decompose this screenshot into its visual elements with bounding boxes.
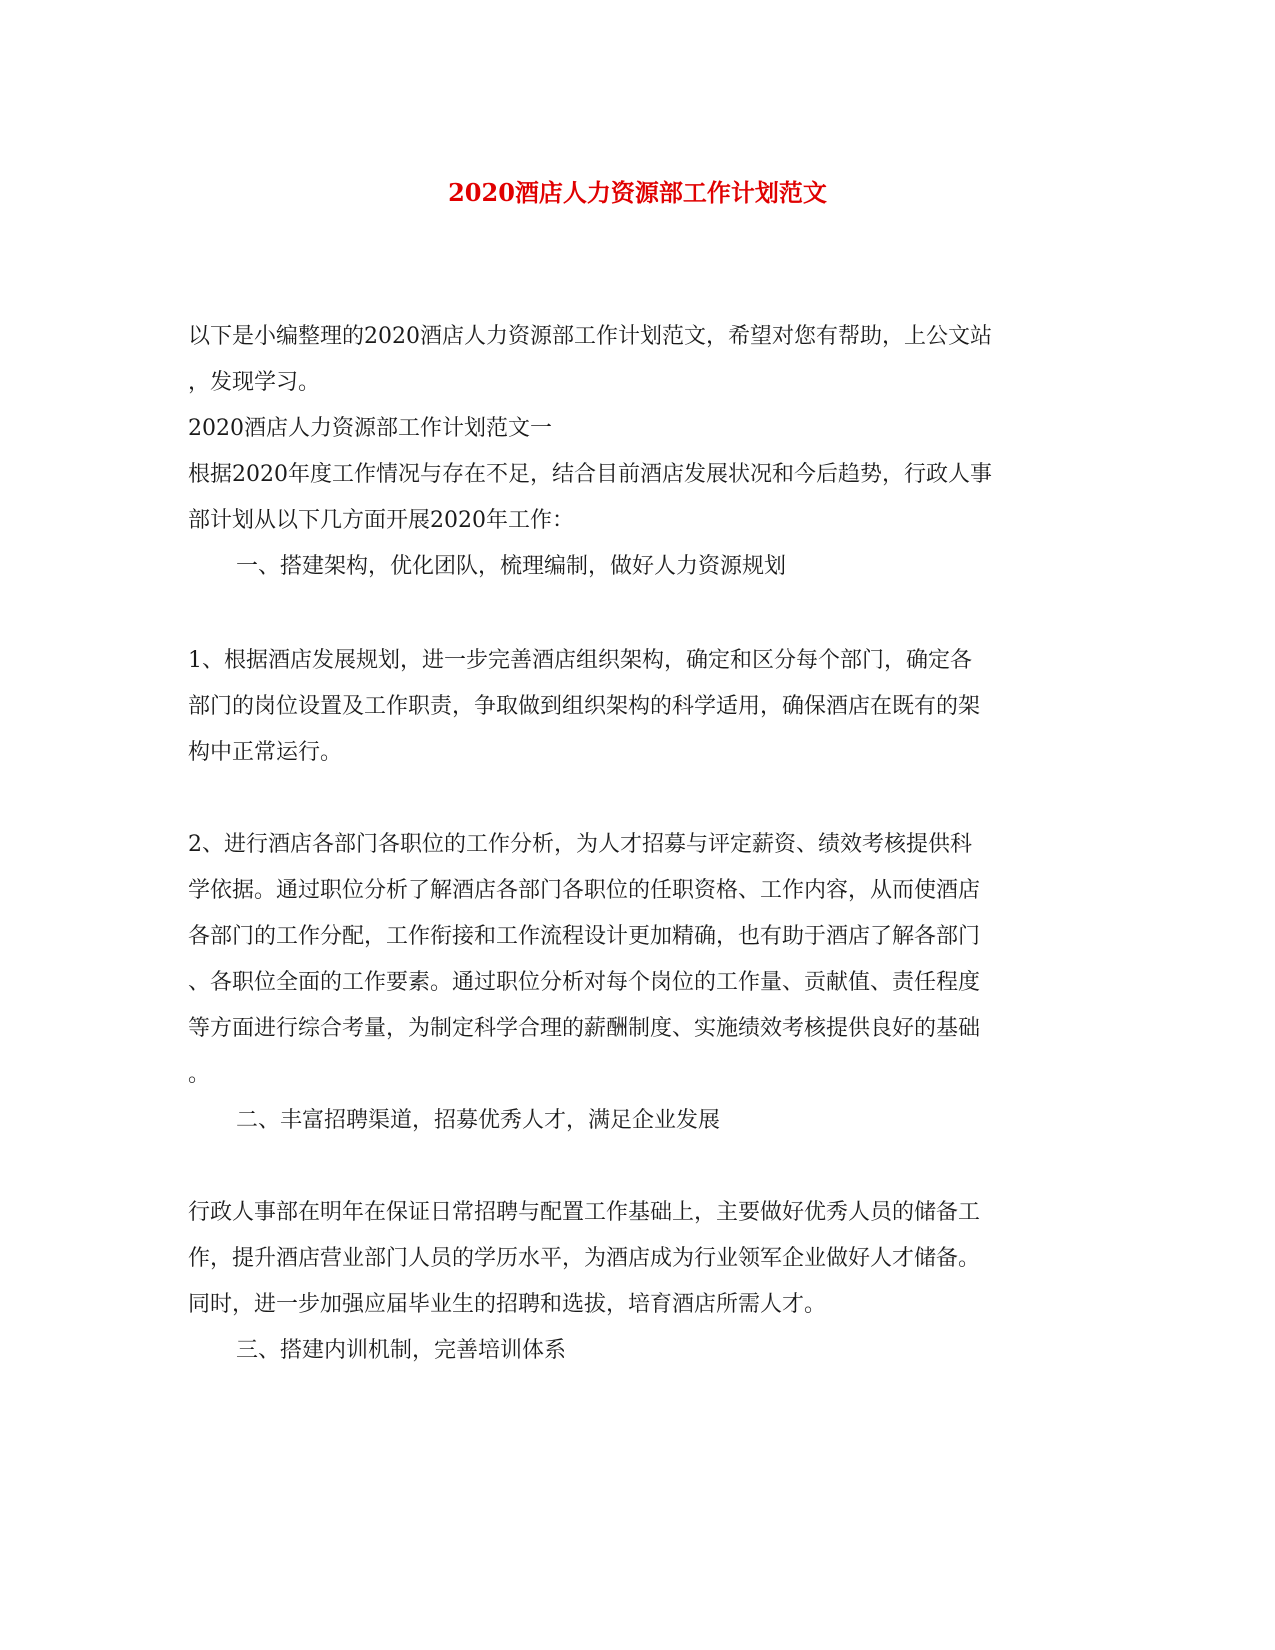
- heading-1: 一、搭建架构，优化团队，梳理编制，做好人力资源规划: [236, 554, 787, 579]
- paragraph-line: 作，提升酒店营业部门人员的学历水平，为酒店成为行业领军企业做好人才储备。: [188, 1246, 981, 1271]
- paragraph-line: 根据2020年度工作情况与存在不足，结合目前酒店发展状况和今后趋势，行政人事: [188, 462, 992, 487]
- section-title-1: 2020酒店人力资源部工作计划范文一: [188, 416, 552, 441]
- paragraph-line: 部计划从以下几方面开展2020年工作：: [188, 508, 574, 533]
- heading-2: 二、丰富招聘渠道，招募优秀人才，满足企业发展: [236, 1108, 721, 1133]
- paragraph-line: 各部门的工作分配，工作衔接和工作流程设计更加精确，也有助于酒店了解各部门: [188, 924, 981, 949]
- paragraph-line: 学依据。通过职位分析了解酒店各部门各职位的任职资格、工作内容，从而使酒店: [188, 878, 981, 903]
- paragraph-line: 2、进行酒店各部门各职位的工作分析，为人才招募与评定薪资、绩效考核提供科: [188, 832, 972, 857]
- paragraph-line: 等方面进行综合考量，为制定科学合理的薪酬制度、实施绩效考核提供良好的基础: [188, 1016, 981, 1041]
- paragraph-line: 。: [188, 1062, 211, 1087]
- paragraph-line: 、各职位全面的工作要素。通过职位分析对每个岗位的工作量、贡献值、责任程度: [188, 970, 981, 995]
- heading-3: 三、搭建内训机制，完善培训体系: [236, 1338, 567, 1363]
- paragraph-line: 行政人事部在明年在保证日常招聘与配置工作基础上，主要做好优秀人员的储备工: [188, 1200, 981, 1225]
- paragraph-line: 1、根据酒店发展规划，进一步完善酒店组织架构，确定和区分每个部门，确定各: [188, 648, 972, 673]
- intro-line-2: ，发现学习。: [188, 370, 321, 395]
- paragraph-line: 部门的岗位设置及工作职责，争取做到组织架构的科学适用，确保酒店在既有的架: [188, 694, 981, 719]
- document-title: 2020酒店人力资源部工作计划范文: [448, 178, 827, 207]
- paragraph-line: 构中正常运行。: [188, 740, 343, 765]
- intro-line-1: 以下是小编整理的2020酒店人力资源部工作计划范文，希望对您有帮助，上公文站: [188, 324, 992, 349]
- paragraph-line: 同时，进一步加强应届毕业生的招聘和选拔，培育酒店所需人才。: [188, 1292, 827, 1317]
